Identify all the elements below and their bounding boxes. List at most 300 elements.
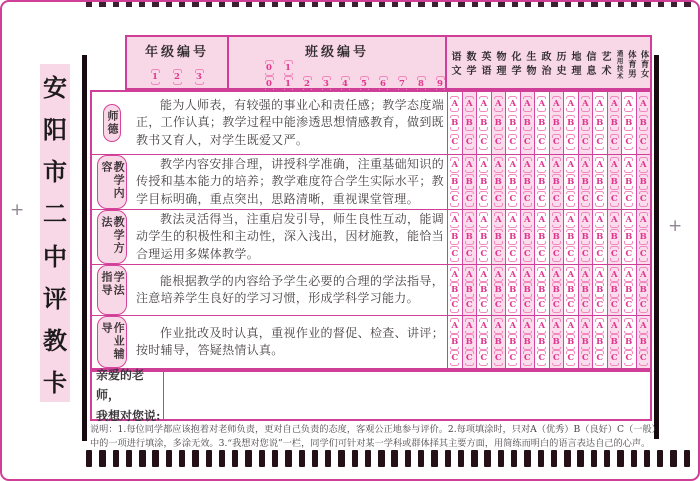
bubble-历史-作业辅导-A[interactable]: A — [551, 318, 561, 334]
card-title-char-2: 阳 — [43, 115, 67, 145]
bubble-体育男-教学内容-B[interactable]: B — [624, 174, 634, 190]
bubble-语文-学法指导-B[interactable]: B — [450, 282, 460, 297]
bubble-column-历史 — [550, 155, 565, 209]
bubble-物理-学法指导-B[interactable]: B — [493, 282, 503, 297]
bubble-信息-作业辅导-C[interactable]: C — [580, 350, 590, 366]
bubble-通用技术-学法指导-A[interactable]: A — [609, 267, 619, 282]
bubble-生物-教学内容-B[interactable]: B — [522, 174, 532, 190]
bubble-生物-作业辅导-A[interactable]: A — [522, 318, 532, 334]
bubble-数学-学法指导-B[interactable]: B — [464, 282, 474, 297]
bubble-信息-师德-B[interactable]: B — [580, 115, 590, 131]
bubble-艺术-师德-A[interactable]: A — [595, 96, 605, 112]
bubble-体育男-作业辅导-C[interactable]: C — [624, 350, 634, 366]
bubble-历史-作业辅导-C[interactable]: C — [551, 350, 561, 366]
header-table — [125, 35, 652, 90]
bubble-政治-教学方法-B[interactable]: B — [537, 229, 547, 245]
bubble-历史-作业辅导-B[interactable]: B — [551, 334, 561, 350]
bubble-艺术-作业辅导-C[interactable]: C — [595, 350, 605, 366]
bubble-物理-教学内容-A[interactable]: A — [493, 157, 503, 173]
bubble-英语-师德-B[interactable]: B — [479, 115, 489, 131]
bubble-生物-作业辅导-C[interactable]: C — [522, 350, 532, 366]
bubble-column-政治 — [535, 92, 550, 154]
bottom-timing-mark — [99, 450, 105, 467]
bubble-物理-作业辅导-A[interactable]: A — [493, 318, 503, 334]
subject-header-生物: 生物 — [524, 50, 535, 79]
bubble-艺术-教学内容-A[interactable]: A — [595, 157, 605, 173]
bubble-column-政治 — [535, 155, 550, 209]
bubble-体育男-教学方法-A[interactable]: A — [624, 212, 634, 228]
bubble-通用技术-作业辅导-C[interactable]: C — [609, 350, 619, 366]
bubble-体育女-作业辅导-A[interactable]: A — [638, 318, 648, 334]
bottom-timing-mark — [166, 450, 172, 467]
row-description-作业辅导: 作业批改及时认真，重视作业的督促、检查、讲评；按时辅导，答疑热情认真。 — [136, 325, 444, 357]
bubble-数学-教学方法-C[interactable]: C — [464, 246, 474, 262]
bubble-信息-师德-A[interactable]: A — [580, 96, 590, 112]
grade-bubble-1[interactable]: 1 — [150, 69, 160, 85]
bubble-化学-教学内容-A[interactable]: A — [508, 157, 518, 173]
bubble-通用技术-学法指导-B[interactable]: B — [609, 282, 619, 297]
bubble-化学-学法指导-C[interactable]: C — [508, 298, 518, 313]
top-timing-mark — [631, 2, 637, 7]
top-timing-mark — [99, 2, 105, 7]
bubble-语文-师德-C[interactable]: C — [450, 134, 460, 150]
bubble-语文-教学内容-A[interactable]: A — [450, 157, 460, 173]
bubble-艺术-教学内容-C[interactable]: C — [595, 191, 605, 207]
bubble-语文-学法指导-C[interactable]: C — [450, 298, 460, 313]
bubble-地理-师德-A[interactable]: A — [566, 96, 576, 112]
bubble-数学-教学内容-B[interactable]: B — [464, 174, 474, 190]
bubble-政治-作业辅导-A[interactable]: A — [537, 318, 547, 334]
bubble-历史-学法指导-A[interactable]: A — [551, 267, 561, 282]
bubble-地理-师德-B[interactable]: B — [566, 115, 576, 131]
bubble-物理-教学方法-B[interactable]: B — [493, 229, 503, 245]
bubble-生物-作业辅导-B[interactable]: B — [522, 334, 532, 350]
bubble-数学-教学方法-A[interactable]: A — [464, 212, 474, 228]
bubble-物理-教学内容-C[interactable]: C — [493, 191, 503, 207]
bubble-艺术-作业辅导-A[interactable]: A — [595, 318, 605, 334]
bubble-体育女-作业辅导-B[interactable]: B — [638, 334, 648, 350]
bubble-信息-作业辅导-A[interactable]: A — [580, 318, 590, 334]
bubble-信息-教学内容-C[interactable]: C — [580, 191, 590, 207]
top-timing-mark — [485, 2, 491, 7]
bubble-生物-师德-A[interactable]: A — [522, 96, 532, 112]
bubble-信息-学法指导-A[interactable]: A — [580, 267, 590, 282]
bubble-物理-作业辅导-B[interactable]: B — [493, 334, 503, 350]
bubble-政治-学法指导-B[interactable]: B — [537, 282, 547, 297]
bubble-体育男-作业辅导-A[interactable]: A — [624, 318, 634, 334]
bubble-政治-师德-C[interactable]: C — [537, 134, 547, 150]
row-description-zone — [132, 92, 447, 154]
bubble-地理-作业辅导-C[interactable]: C — [566, 350, 576, 366]
bubble-通用技术-教学内容-A[interactable]: A — [609, 157, 619, 173]
bubble-英语-师德-C[interactable]: C — [479, 134, 489, 150]
top-timing-mark — [192, 2, 198, 7]
bubble-通用技术-教学内容-B[interactable]: B — [609, 174, 619, 190]
class-tens-bubble-1[interactable]: 1 — [283, 60, 293, 76]
bubble-生物-教学方法-B[interactable]: B — [522, 229, 532, 245]
class-ones-bubble-5[interactable]: 5 — [359, 76, 369, 92]
row-badge-zone — [92, 92, 132, 154]
bubble-体育女-教学内容-B[interactable]: B — [638, 174, 648, 190]
row-description-教学内容: 教学内容安排合理，讲授科学准确，注重基础知识的传授和基本能力的培养；教学难度符合学生实际水平；教学目标明确，重点突出，思路清晰，重视课堂管理。 — [136, 157, 444, 206]
bubble-column-数学 — [463, 92, 478, 154]
bubble-生物-教学内容-C[interactable]: C — [522, 191, 532, 207]
bubble-信息-教学方法-C[interactable]: C — [580, 246, 590, 262]
bubble-历史-教学方法-A[interactable]: A — [551, 212, 561, 228]
bottom-timing-mark — [484, 450, 490, 467]
bubble-物理-师德-A[interactable]: A — [493, 96, 503, 112]
bubble-column-政治 — [535, 265, 550, 315]
bubble-数学-作业辅导-A[interactable]: A — [464, 318, 474, 334]
bubble-column-体育男 — [622, 265, 637, 315]
bubble-语文-教学方法-B[interactable]: B — [450, 229, 460, 245]
bubble-历史-师德-A[interactable]: A — [551, 96, 561, 112]
bubble-column-体育女 — [637, 155, 651, 209]
bubble-地理-师德-C[interactable]: C — [566, 134, 576, 150]
bubble-物理-师德-B[interactable]: B — [493, 115, 503, 131]
bubble-通用技术-教学方法-A[interactable]: A — [609, 212, 619, 228]
comment-input-area[interactable] — [164, 372, 650, 419]
bubble-column-数学 — [463, 210, 478, 264]
bottom-timing-mark — [126, 450, 132, 467]
bubble-体育女-学法指导-C[interactable]: C — [638, 298, 648, 313]
bubble-数学-学法指导-C[interactable]: C — [464, 298, 474, 313]
bubble-政治-学法指导-C[interactable]: C — [537, 298, 547, 313]
bubble-英语-作业辅导-B[interactable]: B — [479, 334, 489, 350]
bubble-化学-师德-B[interactable]: B — [508, 115, 518, 131]
bubble-体育女-学法指导-A[interactable]: A — [638, 267, 648, 282]
bubble-column-语文 — [448, 210, 463, 264]
bubble-column-英语 — [477, 92, 492, 154]
bubble-数学-师德-C[interactable]: C — [464, 134, 474, 150]
bubble-数学-教学内容-C[interactable]: C — [464, 191, 474, 207]
bubble-历史-教学内容-C[interactable]: C — [551, 191, 561, 207]
bubble-物理-教学方法-C[interactable]: C — [493, 246, 503, 262]
bubble-英语-师德-A[interactable]: A — [479, 96, 489, 112]
bubble-通用技术-教学方法-B[interactable]: B — [609, 229, 619, 245]
bubble-通用技术-师德-B[interactable]: B — [609, 115, 619, 131]
bubble-体育男-作业辅导-B[interactable]: B — [624, 334, 634, 350]
subject-header-历史: 历史 — [554, 50, 565, 79]
bubble-信息-学法指导-B[interactable]: B — [580, 282, 590, 297]
bubble-生物-学法指导-C[interactable]: C — [522, 298, 532, 313]
bubble-column-语文 — [448, 316, 463, 368]
bubble-语文-学法指导-A[interactable]: A — [450, 267, 460, 282]
bubble-体育女-教学方法-B[interactable]: B — [638, 229, 648, 245]
bubble-政治-学法指导-A[interactable]: A — [537, 267, 547, 282]
bottom-timing-mark — [644, 450, 650, 467]
bubble-通用技术-学法指导-C[interactable]: C — [609, 298, 619, 313]
bubble-历史-教学方法-B[interactable]: B — [551, 229, 561, 245]
bubble-英语-学法指导-A[interactable]: A — [479, 267, 489, 282]
bubble-数学-教学内容-A[interactable]: A — [464, 157, 474, 173]
bubble-化学-教学内容-B[interactable]: B — [508, 174, 518, 190]
bubble-英语-教学内容-A[interactable]: A — [479, 157, 489, 173]
bubble-地理-教学方法-B[interactable]: B — [566, 229, 576, 245]
bubble-语文-教学方法-C[interactable]: C — [450, 246, 460, 262]
bubble-体育女-教学内容-A[interactable]: A — [638, 157, 648, 173]
bottom-timing-mark — [206, 450, 212, 467]
bubble-通用技术-师德-A[interactable]: A — [609, 96, 619, 112]
bubble-化学-作业辅导-A[interactable]: A — [508, 318, 518, 334]
bubble-语文-教学内容-B[interactable]: B — [450, 174, 460, 190]
bubble-column-英语 — [477, 155, 492, 209]
bubble-数学-作业辅导-B[interactable]: B — [464, 334, 474, 350]
bubble-地理-教学内容-B[interactable]: B — [566, 174, 576, 190]
bubble-信息-教学内容-A[interactable]: A — [580, 157, 590, 173]
top-timing-mark — [644, 2, 650, 7]
class-tens-bubble-0[interactable]: 0 — [264, 60, 274, 76]
bubble-体育男-师德-A[interactable]: A — [624, 96, 634, 112]
bubble-语文-教学方法-A[interactable]: A — [450, 212, 460, 228]
bubble-通用技术-教学内容-C[interactable]: C — [609, 191, 619, 207]
bubble-政治-教学方法-C[interactable]: C — [537, 246, 547, 262]
bubble-历史-教学内容-A[interactable]: A — [551, 157, 561, 173]
bubble-政治-师德-B[interactable]: B — [537, 115, 547, 131]
bubble-历史-师德-C[interactable]: C — [551, 134, 561, 150]
class-ones-bubble-8[interactable]: 8 — [416, 76, 426, 92]
bubble-语文-师德-B[interactable]: B — [450, 115, 460, 131]
bubble-生物-师德-C[interactable]: C — [522, 134, 532, 150]
bubble-column-数学 — [463, 316, 478, 368]
bottom-timing-mark — [631, 450, 637, 467]
bubble-物理-学法指导-A[interactable]: A — [493, 267, 503, 282]
grade-bubble-2[interactable]: 2 — [172, 69, 182, 85]
bubble-艺术-学法指导-C[interactable]: C — [595, 298, 605, 313]
card-title-char-4: 二 — [43, 199, 67, 229]
bubble-体育女-作业辅导-C[interactable]: C — [638, 350, 648, 366]
bubble-历史-教学内容-B[interactable]: B — [551, 174, 561, 190]
top-timing-mark — [445, 2, 451, 7]
bubble-英语-作业辅导-C[interactable]: C — [479, 350, 489, 366]
bubble-艺术-教学方法-A[interactable]: A — [595, 212, 605, 228]
bubble-艺术-师德-B[interactable]: B — [595, 115, 605, 131]
bubble-地理-教学方法-C[interactable]: C — [566, 246, 576, 262]
bubble-column-化学 — [506, 92, 521, 154]
bubble-数学-师德-A[interactable]: A — [464, 96, 474, 112]
bottom-timing-mark — [684, 450, 690, 467]
bubble-column-艺术 — [593, 316, 608, 368]
bubble-历史-学法指导-B[interactable]: B — [551, 282, 561, 297]
evaluation-row-教学方法 — [92, 210, 650, 265]
bubble-化学-师德-A[interactable]: A — [508, 96, 518, 112]
bubble-物理-师德-C[interactable]: C — [493, 134, 503, 150]
bubble-column-生物 — [521, 155, 536, 209]
subject-header-通用技术: 通用技术 — [615, 50, 624, 80]
bottom-timing-mark — [352, 450, 358, 467]
bubble-体育女-教学方法-C[interactable]: C — [638, 246, 648, 262]
bubble-体育男-教学方法-C[interactable]: C — [624, 246, 634, 262]
top-timing-mark — [325, 2, 331, 7]
bubble-生物-师德-B[interactable]: B — [522, 115, 532, 131]
bubble-通用技术-作业辅导-A[interactable]: A — [609, 318, 619, 334]
bubble-体育女-师德-C[interactable]: C — [638, 134, 648, 150]
bubble-英语-学法指导-C[interactable]: C — [479, 298, 489, 313]
bubble-物理-教学方法-A[interactable]: A — [493, 212, 503, 228]
bubble-语文-作业辅导-A[interactable]: A — [450, 318, 460, 334]
bottom-timing-mark — [192, 450, 198, 467]
bottom-timing-mark — [378, 450, 384, 467]
bubble-艺术-学法指导-B[interactable]: B — [595, 282, 605, 297]
bubble-艺术-学法指导-A[interactable]: A — [595, 267, 605, 282]
bubble-生物-教学方法-C[interactable]: C — [522, 246, 532, 262]
bubble-信息-学法指导-C[interactable]: C — [580, 298, 590, 313]
bottom-timing-mark — [152, 450, 158, 467]
bubble-化学-作业辅导-C[interactable]: C — [508, 350, 518, 366]
bubble-column-信息 — [579, 92, 594, 154]
row-description-学法指导: 能根据教学的内容给予学生必要的合理的学法指导，注意培养学生良好的学习习惯，形成学科学习能力。 — [136, 273, 444, 305]
bubble-政治-教学内容-C[interactable]: C — [537, 191, 547, 207]
bubble-通用技术-作业辅导-B[interactable]: B — [609, 334, 619, 350]
bubble-物理-作业辅导-C[interactable]: C — [493, 350, 503, 366]
subject-header-政治: 政治 — [539, 50, 550, 79]
bubble-column-体育女 — [637, 265, 651, 315]
bubble-信息-教学方法-A[interactable]: A — [580, 212, 590, 228]
class-ones-bubble-1[interactable]: 1 — [283, 76, 293, 92]
bubble-体育男-教学内容-C[interactable]: C — [624, 191, 634, 207]
bottom-timing-mark — [232, 450, 238, 467]
bubble-语文-作业辅导-B[interactable]: B — [450, 334, 460, 350]
card-title — [40, 68, 70, 398]
bubble-语文-师德-A[interactable]: A — [450, 96, 460, 112]
bubble-体育男-教学内容-A[interactable]: A — [624, 157, 634, 173]
bubble-艺术-教学方法-C[interactable]: C — [595, 246, 605, 262]
bubble-政治-教学方法-A[interactable]: A — [537, 212, 547, 228]
bubble-数学-教学方法-B[interactable]: B — [464, 229, 474, 245]
bubble-艺术-教学内容-B[interactable]: B — [595, 174, 605, 190]
bubble-艺术-师德-C[interactable]: C — [595, 134, 605, 150]
subject-header-地理: 地理 — [569, 50, 580, 79]
class-ones-bubble-2[interactable]: 2 — [302, 76, 312, 92]
bubble-通用技术-师德-C[interactable]: C — [609, 134, 619, 150]
bubble-化学-教学内容-C[interactable]: C — [508, 191, 518, 207]
bubble-化学-作业辅导-B[interactable]: B — [508, 334, 518, 350]
bubble-英语-教学内容-C[interactable]: C — [479, 191, 489, 207]
bubble-数学-师德-B[interactable]: B — [464, 115, 474, 131]
bubble-地理-教学内容-C[interactable]: C — [566, 191, 576, 207]
bubble-地理-教学方法-A[interactable]: A — [566, 212, 576, 228]
bottom-timing-mark — [498, 450, 504, 467]
right-black-bar — [654, 55, 659, 439]
bubble-生物-教学内容-A[interactable]: A — [522, 157, 532, 173]
bubble-历史-学法指导-C[interactable]: C — [551, 298, 561, 313]
bubble-物理-学法指导-C[interactable]: C — [493, 298, 503, 313]
bubble-艺术-作业辅导-B[interactable]: B — [595, 334, 605, 350]
row-description-zone — [132, 316, 447, 368]
bubble-英语-教学内容-B[interactable]: B — [479, 174, 489, 190]
grade-bubble-3[interactable]: 3 — [194, 69, 204, 85]
bubble-政治-作业辅导-C[interactable]: C — [537, 350, 547, 366]
bubble-政治-教学内容-B[interactable]: B — [537, 174, 547, 190]
bubble-地理-教学内容-A[interactable]: A — [566, 157, 576, 173]
instructions — [90, 423, 665, 450]
bubble-化学-学法指导-B[interactable]: B — [508, 282, 518, 297]
bubble-信息-教学方法-B[interactable]: B — [580, 229, 590, 245]
card-title-char-5: 中 — [43, 241, 67, 271]
bubble-化学-教学方法-A[interactable]: A — [508, 212, 518, 228]
bubble-化学-教学方法-C[interactable]: C — [508, 246, 518, 262]
class-number-cell — [229, 37, 447, 88]
top-timing-mark — [658, 2, 664, 7]
row-bubble-grid — [447, 210, 650, 264]
top-timing-mark — [618, 2, 624, 7]
bubble-体育女-学法指导-B[interactable]: B — [638, 282, 648, 297]
bubble-历史-教学方法-C[interactable]: C — [551, 246, 561, 262]
class-ones-bubble-3[interactable]: 3 — [321, 76, 331, 92]
bubble-体育女-师德-B[interactable]: B — [638, 115, 648, 131]
bubble-化学-教学方法-B[interactable]: B — [508, 229, 518, 245]
class-ones-bubble-0[interactable]: 0 — [264, 76, 274, 92]
bubble-化学-学法指导-A[interactable]: A — [508, 267, 518, 282]
bubble-column-数学 — [463, 265, 478, 315]
bubble-英语-教学方法-B[interactable]: B — [479, 229, 489, 245]
class-ones-bubble-6[interactable]: 6 — [378, 76, 388, 92]
bubble-地理-学法指导-C[interactable]: C — [566, 298, 576, 313]
top-timing-mark — [126, 2, 132, 7]
bubble-体育男-学法指导-B[interactable]: B — [624, 282, 634, 297]
bubble-信息-教学内容-B[interactable]: B — [580, 174, 590, 190]
bubble-地理-学法指导-B[interactable]: B — [566, 282, 576, 297]
bubble-语文-教学内容-C[interactable]: C — [450, 191, 460, 207]
bubble-英语-作业辅导-A[interactable]: A — [479, 318, 489, 334]
bubble-体育女-师德-A[interactable]: A — [638, 96, 648, 112]
bubble-体育男-教学方法-B[interactable]: B — [624, 229, 634, 245]
bubble-地理-学法指导-A[interactable]: A — [566, 267, 576, 282]
class-ones-bubble-9[interactable]: 9 — [435, 76, 445, 92]
bubble-体育男-师德-C[interactable]: C — [624, 134, 634, 150]
bubble-地理-作业辅导-A[interactable]: A — [566, 318, 576, 334]
bubble-英语-教学方法-A[interactable]: A — [479, 212, 489, 228]
subject-header-物理: 物理 — [494, 50, 505, 79]
bubble-政治-教学内容-A[interactable]: A — [537, 157, 547, 173]
bubble-物理-教学内容-B[interactable]: B — [493, 174, 503, 190]
bubble-语文-作业辅导-C[interactable]: C — [450, 350, 460, 366]
bubble-体育男-师德-B[interactable]: B — [624, 115, 634, 131]
top-timing-mark — [299, 2, 305, 7]
top-timing-marks — [86, 2, 691, 7]
bubble-体育男-学法指导-C[interactable]: C — [624, 298, 634, 313]
bubble-生物-学法指导-A[interactable]: A — [522, 267, 532, 282]
bubble-通用技术-教学方法-C[interactable]: C — [609, 246, 619, 262]
bubble-生物-学法指导-B[interactable]: B — [522, 282, 532, 297]
bubble-英语-教学方法-C[interactable]: C — [479, 246, 489, 262]
bubble-体育女-教学方法-A[interactable]: A — [638, 212, 648, 228]
bubble-化学-师德-C[interactable]: C — [508, 134, 518, 150]
bubble-地理-作业辅导-B[interactable]: B — [566, 334, 576, 350]
bubble-英语-学法指导-B[interactable]: B — [479, 282, 489, 297]
bubble-数学-学法指导-A[interactable]: A — [464, 267, 474, 282]
bubble-信息-师德-C[interactable]: C — [580, 134, 590, 150]
top-timing-mark — [166, 2, 172, 7]
bubble-政治-作业辅导-B[interactable]: B — [537, 334, 547, 350]
bubble-生物-教学方法-A[interactable]: A — [522, 212, 532, 228]
class-ones-bubble-4[interactable]: 4 — [340, 76, 350, 92]
row-badge-学法指导: 学法指导 — [97, 265, 127, 315]
bottom-timing-mark — [86, 450, 92, 467]
bubble-政治-师德-A[interactable]: A — [537, 96, 547, 112]
class-ones-bubble-7[interactable]: 7 — [397, 76, 407, 92]
bubble-数学-作业辅导-C[interactable]: C — [464, 350, 474, 366]
bubble-历史-师德-B[interactable]: B — [551, 115, 561, 131]
bubble-信息-作业辅导-B[interactable]: B — [580, 334, 590, 350]
comment-box — [90, 367, 652, 423]
grade-digit-bubbles — [150, 69, 204, 85]
bubble-体育男-学法指导-A[interactable]: A — [624, 267, 634, 282]
top-timing-mark — [472, 2, 478, 7]
bottom-timing-mark — [391, 450, 397, 467]
bubble-体育女-教学内容-C[interactable]: C — [638, 191, 648, 207]
bubble-艺术-教学方法-B[interactable]: B — [595, 229, 605, 245]
